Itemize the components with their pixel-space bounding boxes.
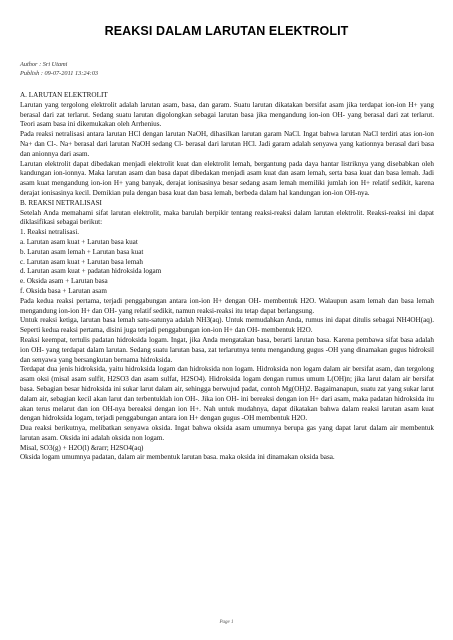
paragraph: Untuk reaksi ketiga, larutan basa lemah satu-satunya adalah NH3(aq). Untuk memudahkan Anda, rumus ini dapat ditulis sebagai NH4OH(aq). Seperti kedua reaksi pertama, disini juga terjadi penggabungan ion-ion H+ dan OH- membentuk H2O. [20,316,434,335]
page-footer: Page 1 [219,620,234,625]
paragraph: Reaksi keempat, tertulis padatan hidroksida logam. Ingat, jika Anda mengatakan basa, berarti larutan basa. Karena pembawa sifat basa adalah ion OH- yang terdapat dalam larutan. Sedang suatu larutan basa, zat terlarutnya tentu mengandung gugus -OH yang dinamakan gugus hidroksil dan senyawa yang bersangkutan bernama hidroksida. [20,335,434,364]
list-item: e. Oksida asam + Larutan basa [20,277,108,286]
document-meta [20,60,98,78]
equation-line: Misal, SO3(g) + H2O(l) &rarr; H2SO4(aq) [20,443,144,452]
section-heading: B. REAKSI NETRALISASI [20,198,102,207]
paragraph: Dua reaksi berikutnya, melibatkan senyawa oksida. Ingat bahwa oksida asam umumnya berupa gas yang dapat larut dalam air membentuk larutan asam. Oksida ini adalah oksida non logam. [20,424,434,442]
list-item: f. Oksida basa + Larutan asam [20,286,107,295]
list-item: b. Larutan asam lemah + Larutan basa kuat [20,247,144,256]
document-title: REAKSI DALAM LARUTAN ELEKTROLIT [104,24,349,38]
paragraph: Pada kedua reaksi pertama, terjadi penggabungan antara ion-ion H+ dengan OH- membentuk H2O. Walaupun asam lemah dan basa lemah mengandung ion-ion H+ dan OH- yang relatif sedikit, namun reaksi-reaksi itu tetap dapat berlangsung. [20,296,434,315]
list-item: d. Larutan asam kuat + padatan hidroksida logam [20,267,162,276]
document-body [20,91,434,463]
list-item: a. Larutan asam kuat + Larutan basa kuat [20,237,138,246]
paragraph: Pada reaksi netralisasi antara larutan HCl dengan larutan NaOH, dihasilkan larutan garam NaCl. Ingat bahwa larutan NaCl terdiri atas ion-ion Na+ dan Cl-. Na+ berasal dari larutan NaOH sedang Cl- berasal dari larutan HCl. Jadi garam adalah senyawa yang kationnya berasal dari basa dan anionnya dari asam. [20,130,434,158]
paragraph: Larutan yang tergolong elektrolit adalah larutan asam, basa, dan garam. Suatu larutan dikatakan bersifat asam jika terdapat ion-ion H+ yang berasal dari zat terlarut. Sedang suatu larutan digolongkan sebagai larutan basa jika mengandung ion-ion OH- yang berasal dari zat terlarut. Teori asam basa ini dikemukakan oleh Arrhenius. [20,100,434,129]
list-item: c. Larutan asam kuat + Larutan basa lemah [20,257,143,266]
paragraph: Larutan elektrolit dapat dibedakan menjadi elektrolit kuat dan elektrolit lemah, bergantung pada daya hantar listriknya yang disebabkan oleh kandungan ion-ionnya. Maka larutan asam dan basa dapat dibedakan menjadi asam kuat dan asam lemah, serta basa kuat dan basa lemah. Jadi asam kuat mengandung ion-ion H+ yang banyak, derajat ionisasinya besar sedang asam lemah memiliki jumlah ion H+ relatif sedikit, karena derajat ionisasinya kecil. Demikian pula dengan basa kuat dan basa lemah, berbeda dalam hal kandungan ion-ion OH-nya. [20,159,434,197]
publish-line: Publish : 09-07-2011 13:24:03 [20,70,99,77]
paragraph: Terdapat dua jenis hidroksida, yaitu hidroksida logam dan hidroksida non logam. Hidroksida non logam dalam air bersifat asam, dan tergolong asam oksi (misal asam sulfit, H2SO3 dan asam sulfat, H2SO4). Hidroksida logam dengan rumus umum L(OH)n; jika larut dalam air bersifat basa. Sebagian besar hidroksida ini sukar larut dalam air, sehingga berwujud padat, contoh Mg(OH)2. Bagaimanapun, suatu zat yang sukar larut dalam air, sebagian kecil akan larut dan terbentuklah ion OH-. Jika ion OH- ini bereaksi dengan ion H+ dari asam, maka padatan hidroksida itu akan terus melarut dan ion OH-nya bereaksi dengan ion H+. Nah untuk mudahnya, dapat dikatakan bahwa dalam reaksi larutan asam kuat dengan hidroksida logam, terjadi penggabungan antara ion H+ dengan gugus -OH membentuk H2O. [20,365,434,423]
list-item: 1. Reaksi netralisasi. [20,228,80,237]
author-line: Author : Sri Utami [20,61,68,68]
section-heading: A. LARUTAN ELEKTROLIT [20,91,108,99]
paragraph: Setelah Anda memahami sifat larutan elektrolit, maka barulah berpikir tentang reaksi-reaksi dalam larutan elektrolit. Reaksi-reaksi ini dapat diklasifikasi sebagai berikut: [20,208,434,227]
paragraph: Oksida logam umumnya padatan, dalam air membentuk larutan basa. maka oksida ini dinamakan oksida basa. [20,453,335,462]
